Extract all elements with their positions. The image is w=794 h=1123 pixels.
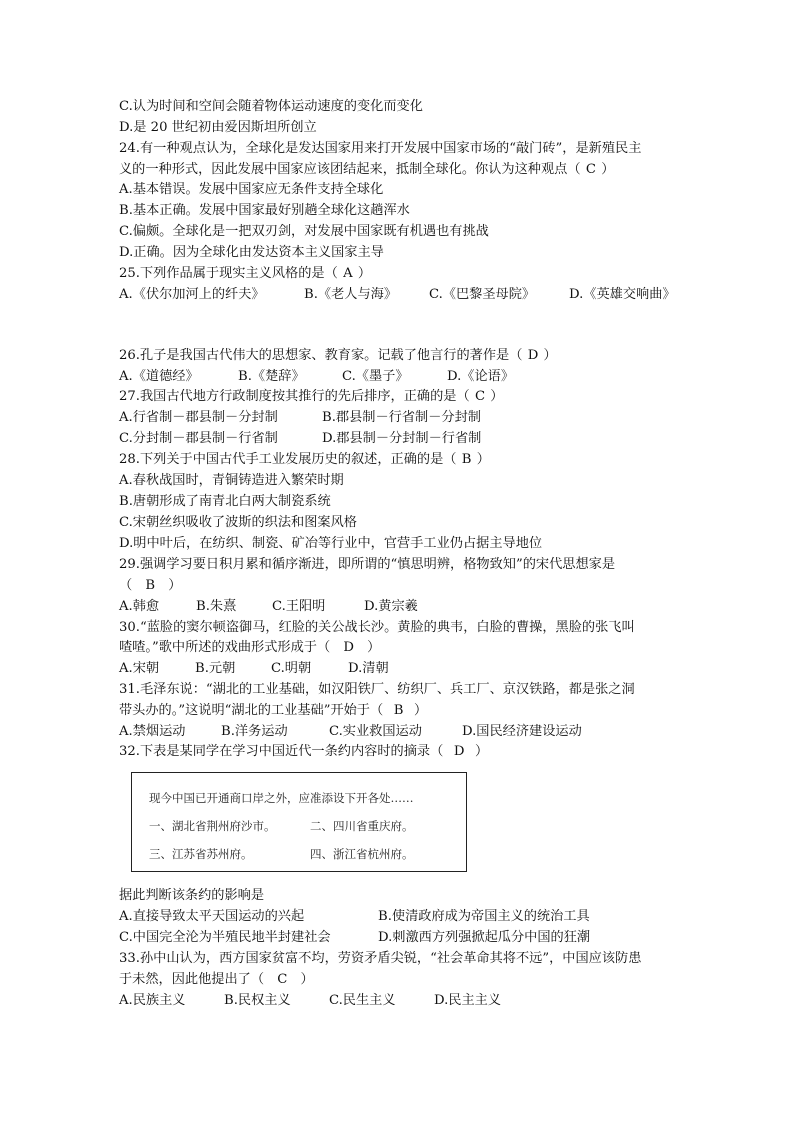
treaty-excerpt-item: 三、江苏省苏州府。 [149,847,253,861]
option-a: A.韩愈 [119,599,160,614]
option-d: D.明中叶后，在纺织、制瓷、矿冶等行业中，官营手工业仍占据主导地位 [119,536,543,551]
option-c: C.《巴黎圣母院》 [429,287,536,302]
question-25-options [119,285,676,305]
question-29-options [119,597,418,617]
question-32-followup: 据此判断该条约的影响是 [119,888,265,903]
option-c: C.王阳明 [272,599,326,614]
treaty-excerpt-intro: 现今中国已开通商口岸之外，应准添设下开各处…… [149,791,414,805]
question-30-options [119,659,389,679]
option-d: D.民主主义 [434,993,502,1008]
option-b: B.洋务运动 [221,724,288,739]
option-b: B.元朝 [195,661,236,676]
option-a: A.基本错误。发展中国家应无条件支持全球化 [119,182,384,197]
answer-mark: D [343,640,354,655]
option-a: A.宋朝 [119,661,160,676]
question-26-options [119,367,514,387]
question-26-text: 26.孔子是我国古代伟大的思想家、教育家。记载了他言行的著作是（ D ） [119,348,557,363]
option-b: B.《楚辞》 [238,369,305,384]
answer-mark: A [343,266,353,281]
option-a: A.禁烟运动 [119,724,186,739]
question-32-text: 32.下表是某同学在学习中国近代一条约内容时的摘录（ D ） [119,744,489,759]
question-28-text: 28.下列关于中国古代手工业发展历史的叙述，正确的是（ B ） [119,452,490,467]
option-c: C.实业救国运动 [329,724,422,739]
option-d: D.清朝 [348,661,389,676]
option-a: A.行省制－郡县制－分封制 [119,410,278,425]
question-33-options [119,991,501,1011]
option-a: A.春秋战国时，青铜铸造进入繁荣时期 [119,473,344,488]
option-a: A.民族主义 [119,993,186,1008]
question-30-text: 30.“蓝脸的窦尔顿盗御马，红脸的关公战长沙。黄脸的典韦，白脸的曹操，黑脸的张飞叫 [119,620,635,635]
question-29-text: 29.强调学习要日积月累和循序渐进，即所谓的“慎思明辨，格物致知”的宋代思想家是 [119,557,616,572]
option-a: A.直接导致太平天国运动的兴起 [119,909,305,924]
answer-mark: B [145,578,156,593]
option-d: D.刺激西方列强掀起瓜分中国的狂潮 [378,930,591,945]
answer-mark: C [277,972,288,987]
question-27-options-row1 [119,408,481,428]
option-c: C.中国完全沦为半殖民地半封建社会 [119,930,331,945]
question-30-text-cont: 喳喳。”歌中所述的戏曲形式形成于（ D ） [119,640,381,655]
question-33-text: 33.孙中山认为，西方国家贫富不均，劳资矛盾尖锐，“社会革命其将不远”，中国应该防患 [119,951,642,966]
option-d: D.黄宗羲 [364,599,418,614]
option-c: C.《墨子》 [342,369,409,384]
treaty-excerpt-box [131,772,467,872]
question-33-text-cont: 于未然，因此他提出了（ C ） [119,972,314,987]
question-31-options [119,722,582,742]
answer-mark: C [474,389,486,404]
treaty-excerpt-item: 二、四川省重庆府。 [310,819,414,833]
option-b: B.唐朝形成了南青北白两大制瓷系统 [119,494,331,509]
option-a: A.《道德经》 [119,369,199,384]
option-b: B.基本正确。发展中国家最好别趟全球化这趟浑水 [119,203,410,218]
option-c: C.分封制－郡县制－行省制 [119,431,278,446]
option-line: C.认为时间和空间会随着物体运动速度的变化而变化 [119,99,423,114]
option-d: D.《论语》 [447,369,515,384]
answer-mark: C [585,162,596,177]
option-a: A.《伏尔加河上的纤夫》 [119,287,265,302]
answer-mark: D [527,348,539,363]
option-b: B.朱熹 [196,599,237,614]
question-31-text: 31.毛泽东说：“湖北的工业基础，如汉阳铁厂、纺织厂、兵工厂、京汉铁路，都是张之洞 [119,682,635,697]
option-b: B.郡县制－行省制－分封制 [322,410,481,425]
treaty-excerpt-item: 四、浙江省杭州府。 [310,847,414,861]
option-d: D.郡县制－分封制－行省制 [322,431,482,446]
question-27-text: 27.我国古代地方行政制度按其推行的先后排序，正确的是（ C ） [119,389,504,404]
answer-mark: D [453,744,465,759]
option-b: B.使清政府成为帝国主义的统治工具 [378,909,590,924]
question-24-text: 24.有一种观点认为，全球化是发达国家用来打开发展中国家市场的“敲门砖”，是新殖民主 [119,141,642,156]
option-c: C.偏颇。全球化是一把双刃剑，对发展中国家既有机遇也有挑战 [119,224,489,239]
option-d: D.国民经济建设运动 [462,724,582,739]
answer-mark: B [393,703,404,718]
option-c: C.明朝 [271,661,312,676]
option-line: D.是 20 世纪初由爱因斯坦所创立 [119,120,317,135]
question-27-options-row2 [119,429,481,449]
option-b: B.民权主义 [224,993,291,1008]
question-29-answer-line: （ B ） [119,578,182,593]
question-32-options-row2 [119,928,590,948]
option-b: B.《老人与海》 [304,287,398,302]
answer-mark: B [461,452,472,467]
question-32-options-row1 [119,907,590,927]
treaty-excerpt-item: 一、湖北省荆州府沙市。 [149,819,276,833]
option-d: D.《英雄交响曲》 [569,287,676,302]
option-d: D.正确。因为全球化由发达资本主义国家主导 [119,245,384,260]
question-24-text-cont: 义的一种形式，因此发展中国家应该团结起来，抵制全球化。你认为这种观点（ C ） [119,162,615,177]
question-25-text: 25.下列作品属于现实主义风格的是（ A ） [119,266,372,281]
option-c: C.宋朝丝织吸收了波斯的织法和图案风格 [119,515,357,530]
question-31-text-cont: 带头办的。”这说明“湖北的工业基础”开始于（ B ） [119,703,428,718]
option-c: C.民生主义 [329,993,396,1008]
